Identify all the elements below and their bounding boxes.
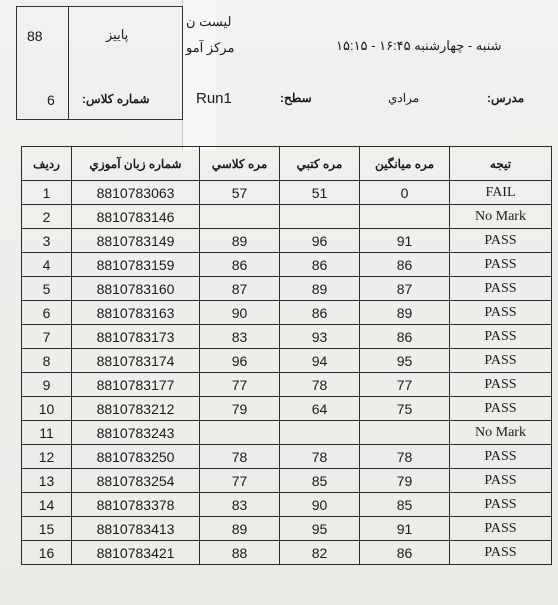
result-cell	[450, 253, 552, 277]
result-cell	[450, 181, 552, 205]
table-row	[22, 205, 552, 229]
table-row	[22, 445, 552, 469]
result-cell-text: PASS	[484, 496, 517, 512]
average-score-cell	[360, 181, 450, 205]
result-cell	[450, 517, 552, 541]
student-id-cell-text: 8810783250	[96, 448, 175, 465]
result-cell	[450, 445, 552, 469]
written-score-cell	[280, 349, 360, 373]
result-cell	[450, 277, 552, 301]
result-cell-text: PASS	[484, 448, 517, 464]
result-cell-text: PASS	[484, 352, 517, 368]
class-score-cell-text: 88	[231, 544, 248, 561]
result-cell	[450, 349, 552, 373]
class-score-cell-text: 87	[231, 280, 248, 297]
written-score-cell	[280, 397, 360, 421]
written-score-cell	[280, 325, 360, 349]
result-cell-text: PASS	[484, 472, 517, 488]
average-score-cell	[360, 493, 450, 517]
row-number-cell	[22, 205, 72, 229]
result-cell-text: PASS	[484, 232, 517, 248]
student-id-cell	[72, 517, 200, 541]
written-score-cell	[280, 541, 360, 565]
written-score-cell-text: 78	[311, 448, 328, 465]
average-score-cell-text: 79	[396, 472, 413, 489]
table-row	[22, 229, 552, 253]
row-number-cell	[22, 349, 72, 373]
result-cell	[450, 421, 552, 445]
class-score-cell-text: 83	[231, 496, 248, 513]
average-score-cell	[360, 349, 450, 373]
class-score-cell	[200, 205, 280, 229]
written-score-cell	[280, 301, 360, 325]
average-score-cell-text: 91	[396, 520, 413, 537]
row-number-cell	[22, 397, 72, 421]
row-number-cell	[22, 301, 72, 325]
student-id-cell	[72, 277, 200, 301]
student-id-cell-text: 8810783163	[96, 304, 175, 321]
written-score-cell	[280, 469, 360, 493]
written-score-cell	[280, 205, 360, 229]
class-score-cell-text: 89	[231, 232, 248, 249]
student-id-cell	[72, 349, 200, 373]
written-score-cell-text: 85	[311, 472, 328, 489]
average-score-cell-text: 86	[396, 256, 413, 273]
written-score-cell-text: 93	[311, 328, 328, 345]
student-id-cell	[72, 181, 200, 205]
average-score-cell	[360, 277, 450, 301]
written-score-cell-text: 64	[311, 400, 328, 417]
row-number-cell	[22, 229, 72, 253]
written-score-cell	[280, 373, 360, 397]
table-row	[22, 277, 552, 301]
written-score-cell-text: 95	[311, 520, 328, 537]
result-cell-text: PASS	[484, 400, 517, 416]
table-row	[22, 517, 552, 541]
written-score-cell	[280, 253, 360, 277]
result-cell	[450, 325, 552, 349]
average-score-cell	[360, 205, 450, 229]
result-cell-text: No Mark	[475, 424, 526, 440]
row-number-cell-text: 6	[42, 304, 51, 321]
written-score-cell-text: 86	[311, 304, 328, 321]
written-score-cell	[280, 421, 360, 445]
class-score-cell	[200, 301, 280, 325]
student-id-cell	[72, 397, 200, 421]
row-number-cell-text: 5	[42, 280, 51, 297]
average-score-cell	[360, 541, 450, 565]
average-score-cell	[360, 421, 450, 445]
class-score-cell	[200, 541, 280, 565]
written-score-cell	[280, 517, 360, 541]
student-id-cell-text: 8810783149	[96, 232, 175, 249]
class-score-cell	[200, 517, 280, 541]
table-row	[22, 253, 552, 277]
average-score-cell	[360, 469, 450, 493]
class-score-cell-text: 78	[231, 448, 248, 465]
table-row	[22, 397, 552, 421]
average-score-cell	[360, 517, 450, 541]
schedule-text: شنبه - چهارشنبه ۱۶:۴۵ - ۱۵:۱۵	[336, 38, 502, 53]
student-id-cell-text: 8810783421	[96, 544, 175, 561]
row-number-cell-text: 3	[42, 232, 51, 249]
written-score-cell	[280, 493, 360, 517]
table-row	[22, 373, 552, 397]
class-score-cell-text: 96	[231, 352, 248, 369]
class-score-cell	[200, 349, 280, 373]
written-score-cell-text: 94	[311, 352, 328, 369]
average-score-cell	[360, 253, 450, 277]
student-id-cell-text: 8810783174	[96, 352, 175, 369]
row-number-cell-text: 10	[38, 400, 55, 417]
result-cell-text: No Mark	[475, 208, 526, 224]
class-number-label: شماره کلاس:	[82, 92, 150, 106]
written-score-cell-text: 89	[311, 280, 328, 297]
student-id-cell	[72, 205, 200, 229]
row-number-cell	[22, 469, 72, 493]
written-score-cell-text: 51	[311, 184, 328, 201]
class-score-cell	[200, 469, 280, 493]
row-number-cell-text: 15	[38, 520, 55, 537]
row-number-cell-text: 7	[42, 328, 51, 345]
result-cell	[450, 205, 552, 229]
result-cell-text: PASS	[484, 328, 517, 344]
table-row	[22, 469, 552, 493]
result-cell-text: PASS	[484, 304, 517, 320]
average-score-cell-text: 87	[396, 280, 413, 297]
class-score-cell-text: 77	[231, 472, 248, 489]
header-row-number: رديف	[22, 147, 72, 181]
result-cell	[450, 229, 552, 253]
table-row	[22, 349, 552, 373]
written-score-cell	[280, 277, 360, 301]
row-number-cell-text: 12	[38, 448, 55, 465]
term-number: 88	[27, 28, 43, 44]
row-number-cell-text: 11	[39, 424, 54, 441]
class-score-cell	[200, 445, 280, 469]
average-score-cell-text: 78	[396, 448, 413, 465]
student-id-cell-text: 8810783146	[96, 208, 175, 225]
average-score-cell-text: 86	[396, 328, 413, 345]
average-score-cell-text: 77	[396, 376, 413, 393]
table-row	[22, 181, 552, 205]
table-body	[22, 181, 552, 565]
student-id-cell-text: 8810783212	[96, 400, 175, 417]
average-score-cell	[360, 301, 450, 325]
student-id-cell	[72, 445, 200, 469]
student-id-cell-text: 8810783177	[96, 376, 175, 393]
average-score-cell-text: 75	[396, 400, 413, 417]
written-score-cell	[280, 181, 360, 205]
result-cell	[450, 397, 552, 421]
row-number-cell	[22, 493, 72, 517]
class-score-cell-text: 89	[231, 520, 248, 537]
student-id-cell	[72, 253, 200, 277]
result-cell	[450, 541, 552, 565]
average-score-cell	[360, 229, 450, 253]
row-number-cell	[22, 373, 72, 397]
header-class-score: مره کلاسي	[200, 147, 280, 181]
row-number-cell	[22, 445, 72, 469]
average-score-cell-text: 89	[396, 304, 413, 321]
student-id-cell	[72, 373, 200, 397]
row-number-cell	[22, 325, 72, 349]
class-score-cell-text: 77	[231, 376, 248, 393]
table-row	[22, 541, 552, 565]
result-cell	[450, 469, 552, 493]
result-cell	[450, 493, 552, 517]
student-id-cell	[72, 421, 200, 445]
average-score-cell-text: 95	[396, 352, 413, 369]
result-cell-text: PASS	[484, 544, 517, 560]
student-id-cell-text: 8810783413	[96, 520, 175, 537]
row-number-cell	[22, 277, 72, 301]
row-number-cell	[22, 421, 72, 445]
written-score-cell-text: 96	[311, 232, 328, 249]
class-score-cell	[200, 421, 280, 445]
class-score-cell	[200, 181, 280, 205]
average-score-cell	[360, 325, 450, 349]
table-row	[22, 493, 552, 517]
student-id-cell	[72, 541, 200, 565]
teacher-name: مرادي	[388, 91, 420, 105]
row-number-cell-text: 8	[42, 352, 51, 369]
result-cell-text: PASS	[484, 280, 517, 296]
class-score-cell	[200, 253, 280, 277]
row-number-cell-text: 13	[38, 472, 55, 489]
student-id-cell-text: 8810783159	[96, 256, 175, 273]
header-result: تيجه	[450, 147, 552, 181]
table-row	[22, 421, 552, 445]
list-title: لیست ن	[186, 14, 232, 29]
average-score-cell-text: 85	[396, 496, 413, 513]
student-id-cell-text: 8810783243	[96, 424, 175, 441]
row-number-cell-text: 14	[38, 496, 55, 513]
class-score-cell-text: 57	[231, 184, 248, 201]
class-score-cell-text: 86	[231, 256, 248, 273]
center-name: مرکز آمو	[186, 40, 235, 55]
result-cell	[450, 373, 552, 397]
average-score-cell-text: 86	[396, 544, 413, 561]
class-score-cell	[200, 373, 280, 397]
header-student-id: شماره زبان آموزي	[72, 147, 200, 181]
level-value: Run1	[196, 90, 232, 107]
table-row	[22, 325, 552, 349]
student-id-cell	[72, 229, 200, 253]
student-id-cell-text: 8810783254	[96, 472, 175, 489]
written-score-cell-text: 90	[311, 496, 328, 513]
row-number-cell	[22, 541, 72, 565]
result-cell-text: FAIL	[485, 184, 516, 200]
student-id-cell	[72, 325, 200, 349]
level-label: سطح:	[280, 91, 312, 105]
class-score-cell	[200, 493, 280, 517]
class-score-cell-text: 90	[231, 304, 248, 321]
table-row	[22, 301, 552, 325]
class-number-value: 6	[47, 92, 55, 108]
class-score-cell	[200, 325, 280, 349]
written-score-cell-text: 78	[311, 376, 328, 393]
table-header-row	[22, 147, 552, 181]
header-average: مره ميانگين	[360, 147, 450, 181]
result-cell	[450, 301, 552, 325]
result-cell-text: PASS	[484, 256, 517, 272]
season-label: پاییز	[106, 27, 129, 42]
row-number-cell-text: 2	[42, 208, 51, 225]
row-number-cell-text: 4	[42, 256, 51, 273]
class-score-cell-text: 79	[231, 400, 248, 417]
written-score-cell	[280, 229, 360, 253]
average-score-cell-text: 91	[396, 232, 413, 249]
class-score-cell	[200, 397, 280, 421]
row-number-cell-text: 9	[42, 376, 51, 393]
average-score-cell	[360, 445, 450, 469]
student-id-cell-text: 8810783160	[96, 280, 175, 297]
student-id-cell-text: 8810783173	[96, 328, 175, 345]
written-score-cell-text: 86	[311, 256, 328, 273]
header-written-score: مره کتبي	[280, 147, 360, 181]
teacher-label: مدرس:	[487, 91, 525, 105]
row-number-cell	[22, 181, 72, 205]
average-score-cell	[360, 397, 450, 421]
student-id-cell-text: 8810783378	[96, 496, 175, 513]
written-score-cell-text: 82	[311, 544, 328, 561]
class-score-cell	[200, 229, 280, 253]
student-id-cell	[72, 301, 200, 325]
row-number-cell	[22, 517, 72, 541]
average-score-cell-text: 0	[400, 184, 409, 201]
student-id-cell-text: 8810783063	[96, 184, 175, 201]
result-cell-text: PASS	[484, 520, 517, 536]
result-cell-text: PASS	[484, 376, 517, 392]
written-score-cell	[280, 445, 360, 469]
average-score-cell	[360, 373, 450, 397]
class-score-cell-text: 83	[231, 328, 248, 345]
student-id-cell	[72, 493, 200, 517]
student-id-cell	[72, 469, 200, 493]
scores-table	[21, 146, 552, 565]
class-score-cell	[200, 277, 280, 301]
row-number-cell	[22, 253, 72, 277]
row-number-cell-text: 1	[42, 184, 51, 201]
row-number-cell-text: 16	[38, 544, 55, 561]
